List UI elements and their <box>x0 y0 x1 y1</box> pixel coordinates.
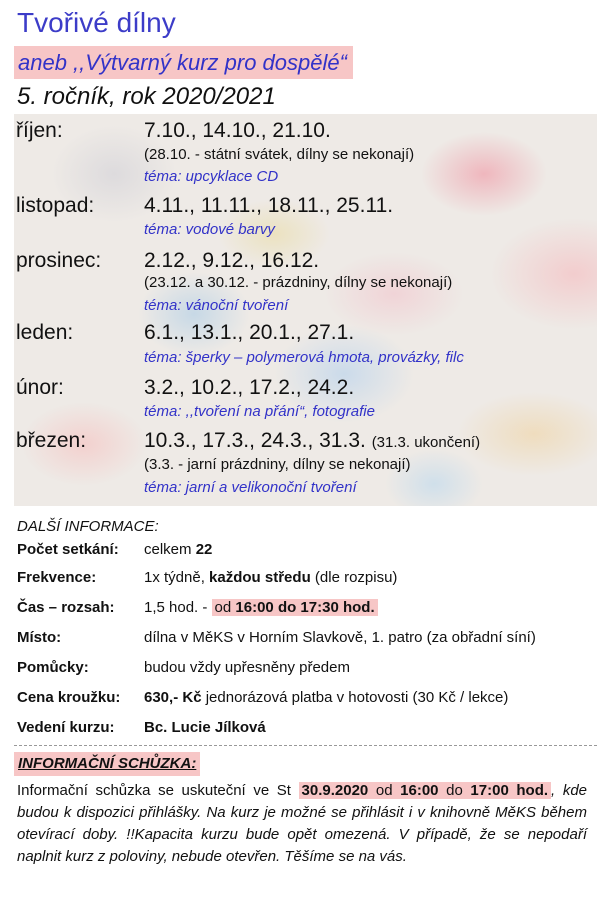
month-theme: téma: vánoční tvoření <box>144 297 289 314</box>
month-dates <box>144 428 480 456</box>
meeting-to: 17:00 hod. <box>470 782 549 799</box>
month-theme: téma: šperky – polymerová hmota, provázky, filc <box>144 349 464 366</box>
meeting-intro: Informační schůzka se uskuteční ve St <box>17 782 299 799</box>
month-label: prosinec: <box>16 249 102 272</box>
info-label: Pomůcky: <box>17 659 89 676</box>
month-dates: 3.2., 10.2., 17.2., 24.2. <box>144 376 355 399</box>
info-label: Čas – rozsah: <box>17 599 115 616</box>
month-theme: téma: upcyklace CD <box>144 168 279 185</box>
info-value <box>144 539 212 561</box>
price-amount: 630,- Kč <box>144 689 202 706</box>
meeting-highlight <box>299 782 552 799</box>
month-note: (28.10. - státní svátek, dílny se nekonají) <box>144 146 415 163</box>
info-label: Cena kroužku: <box>17 689 121 706</box>
month-dates: 7.10., 14.10., 21.10. <box>144 119 331 142</box>
price-suffix: jednorázová platba v hotovosti (30 Kč / lekce) <box>201 689 509 706</box>
info-value <box>144 567 397 589</box>
schedule-panel <box>14 114 597 506</box>
year-line: 5. ročník, rok 2020/2021 <box>17 83 276 110</box>
info-label: Místo: <box>17 629 62 646</box>
month-dates: 4.11., 11.11., 18.11., 25.11. <box>144 194 394 217</box>
month-label: únor: <box>16 376 64 399</box>
info-value <box>144 687 508 709</box>
meeting-rest: , kde budou k dispozici přihlášky. Na kurz je možné se přihlásit i v knihovně MěKS během otevírací doby. !!Kapacita kurzu bude opět omezená. V případě, že se nepodaří naplnit kurz z poloviny, nebude otevřen. Těšíme se na vás. <box>17 782 587 865</box>
month-label: březen: <box>16 429 87 452</box>
month-label: listopad: <box>16 194 95 217</box>
meeting-heading: INFORMAČNÍ SCHŮZKA: <box>14 752 200 776</box>
frequency-bold: každou středu <box>209 569 311 586</box>
info-label: Frekvence: <box>17 569 97 586</box>
month-theme: téma: vodové barvy <box>144 221 275 238</box>
time-prefix: 1,5 hod. - <box>144 599 212 616</box>
month-label: leden: <box>16 321 74 344</box>
time-od: od <box>214 599 236 616</box>
meeting-rest-text: kde budou k dispozici přihlášky. Na kurz je možné se přihlásit i v knihovně MěKS během otevírací doby. !!Kapacita kurzu bude opět omezená. V případě, že se nepodaří naplnit kurz z poloviny, nebude otevřen. Těšíme se na vás. <box>17 782 587 865</box>
month-note: (3.3. - jarní prázdniny, dílny se nekonají) <box>144 456 411 473</box>
month-theme: téma: jarní a velikonoční tvoření <box>144 479 357 496</box>
meeting-paragraph <box>17 780 587 868</box>
subtitle-banner: aneb ,,Výtvarný kurz pro dospělé“ <box>14 46 353 79</box>
time-highlight <box>212 599 378 616</box>
page-title: Tvořivé dílny <box>17 7 176 38</box>
count-prefix: celkem <box>144 541 196 558</box>
month-dates-main: 10.3., 17.3., 24.3., 31.3. <box>144 429 366 452</box>
month-dates-tail: (31.3. ukončení) <box>371 434 481 451</box>
info-value <box>144 597 378 619</box>
meeting-date: 30.9.2020 <box>301 782 369 799</box>
time-range: 16:00 do 17:30 hod. <box>235 599 375 616</box>
meeting-do: do <box>438 782 471 799</box>
info-label: Vedení kurzu: <box>17 719 115 736</box>
meeting-from: 16:00 <box>400 782 439 799</box>
month-label: říjen: <box>16 119 63 142</box>
month-note: (23.12. a 30.12. - prázdniny, dílny se nekonají) <box>144 274 453 291</box>
frequency-prefix: 1x týdně, <box>144 569 210 586</box>
info-value: dílna v MěKS v Horním Slavkově, 1. patro (za obřadní síní) <box>144 629 536 646</box>
divider <box>14 745 597 746</box>
month-theme: téma: ,,tvoření na přání“, fotografie <box>144 403 375 420</box>
info-value: Bc. Lucie Jílková <box>144 719 266 736</box>
info-heading: DALŠÍ INFORMACE: <box>17 518 159 535</box>
month-dates: 6.1., 13.1., 20.1., 27.1. <box>144 321 355 344</box>
info-value: budou vždy upřesněny předem <box>144 659 350 676</box>
frequency-suffix: (dle rozpisu) <box>310 569 398 586</box>
meeting-od: od <box>368 782 401 799</box>
month-dates: 2.12., 9.12., 16.12. <box>144 249 320 272</box>
info-label: Počet setkání: <box>17 541 119 558</box>
count-value: 22 <box>195 541 213 558</box>
